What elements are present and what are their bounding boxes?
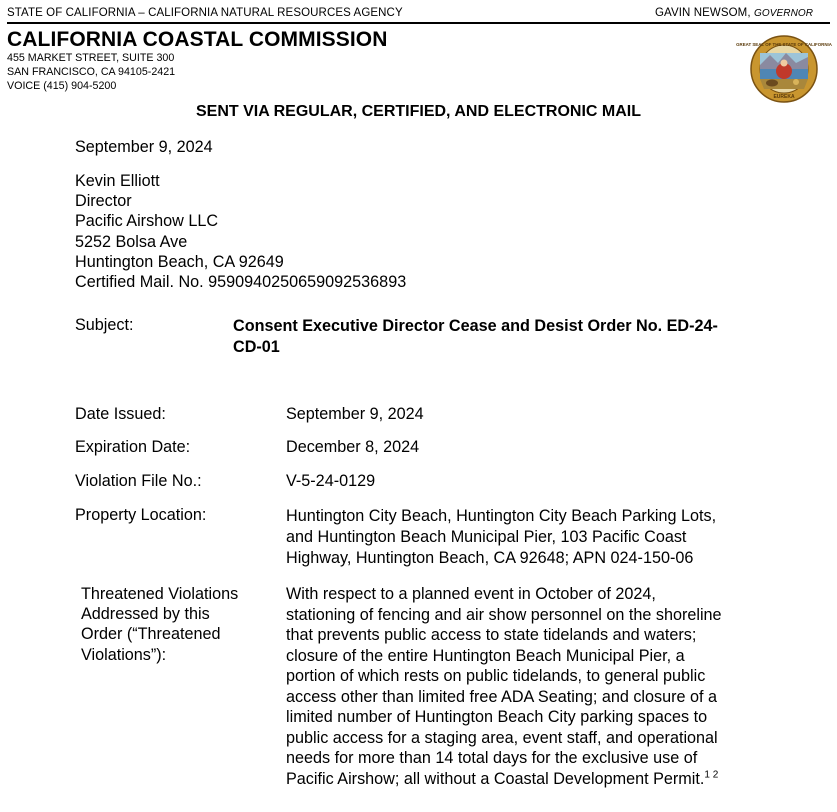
seal-motto: EUREKA: [773, 94, 795, 100]
recipient-company: Pacific Airshow LLC: [75, 212, 219, 231]
delivery-method: SENT VIA REGULAR, CERTIFIED, AND ELECTRONIC MAIL: [195, 103, 642, 120]
threatened-violations-text: [286, 584, 722, 789]
address-line-3: VOICE (415) 904-5200: [7, 80, 117, 92]
governor-name: GAVIN NEWSOM,: [655, 7, 751, 19]
threatened-label-line-3: Order (“Threatened: [81, 625, 221, 644]
threatened-line: public access for a staging area, event staff, and operational: [286, 728, 718, 747]
certified-mail-number: Certified Mail. No. 9590940250659092536893: [75, 273, 407, 292]
threatened-label-line-4: Violations”):: [81, 645, 167, 664]
recipient-city: Huntington Beach, CA 92649: [75, 252, 284, 271]
threatened-line: Pacific Airshow; all without a Coastal Development Permit.: [286, 769, 705, 788]
address-line-2: SAN FRANCISCO, CA 94105-2421: [7, 66, 176, 78]
expiration-date-label: Expiration Date:: [75, 438, 191, 456]
agency-name: CALIFORNIA COASTAL COMMISSION: [7, 28, 388, 51]
recipient-block: [75, 171, 406, 292]
address-line-1: 455 MARKET STREET, SUITE 300: [7, 52, 175, 64]
recipient-name: Kevin Elliott: [75, 172, 160, 190]
expiration-date-value: December 8, 2024: [286, 438, 420, 456]
threatened-line: that prevents public access to state tidelands and waters;: [286, 626, 697, 644]
recipient-street: 5252 Bolsa Ave: [75, 232, 188, 251]
footnote-refs[interactable]: 1 2: [704, 769, 719, 781]
letter-date: September 9, 2024: [75, 138, 213, 156]
violation-file-label: Violation File No.:: [75, 472, 202, 490]
threatened-label-line-2: Addressed by this: [81, 605, 210, 624]
threatened-line: With respect to a planned event in October of 2024,: [286, 585, 656, 603]
recipient-title: Director: [75, 192, 132, 211]
threatened-line: portion of which rests on public tidelands, to general public: [286, 667, 706, 685]
state-seal-logo: [736, 35, 832, 103]
property-line-1: Huntington City Beach, Huntington City Beach Parking Lots,: [286, 507, 717, 525]
threatened-label-line-1: Threatened Violations: [81, 585, 239, 603]
violation-file-value: V-5-24-0129: [286, 472, 376, 490]
property-line-3: Highway, Huntington Beach, CA 92648; APN 024-150-06: [286, 548, 694, 567]
subject-text: [233, 316, 718, 358]
property-location-label: Property Location:: [75, 506, 207, 524]
subject-label: Subject:: [75, 316, 134, 334]
property-line-2: and Huntington Beach Municipal Pier, 103 Pacific Coast: [286, 527, 687, 546]
subject-line-1: Consent Executive Director Cease and Desist Order No. ED-24-: [233, 317, 718, 335]
threatened-line: stationing of fencing and air show personnel on the shoreline: [286, 605, 722, 624]
subject-line-2: CD-01: [233, 337, 280, 356]
property-location-value: [286, 506, 716, 568]
date-issued-value: September 9, 2024: [286, 405, 424, 423]
threatened-line: needs for more than 14 total days for the exclusive use of: [286, 749, 698, 767]
seal-text: GREAT SEAL OF THE STATE OF CALIFORNIA: [736, 42, 832, 47]
state-agency-line: STATE OF CALIFORNIA – CALIFORNIA NATURAL RESOURCES AGENCY: [7, 7, 403, 19]
threatened-line: closure of the entire Huntington Beach Municipal Pier, a: [286, 646, 685, 665]
governor-title: GOVERNOR: [753, 8, 814, 19]
governor-line: [655, 7, 813, 19]
threatened-line: access other than limited free ADA Seating; and closure of a: [286, 687, 718, 706]
date-issued-label: Date Issued:: [75, 405, 166, 423]
header-rule: [7, 22, 830, 24]
threatened-line: limited number of Huntington Beach City parking spaces to: [286, 708, 708, 726]
threatened-line-last: [286, 769, 722, 790]
threatened-violations-label: [81, 584, 238, 665]
